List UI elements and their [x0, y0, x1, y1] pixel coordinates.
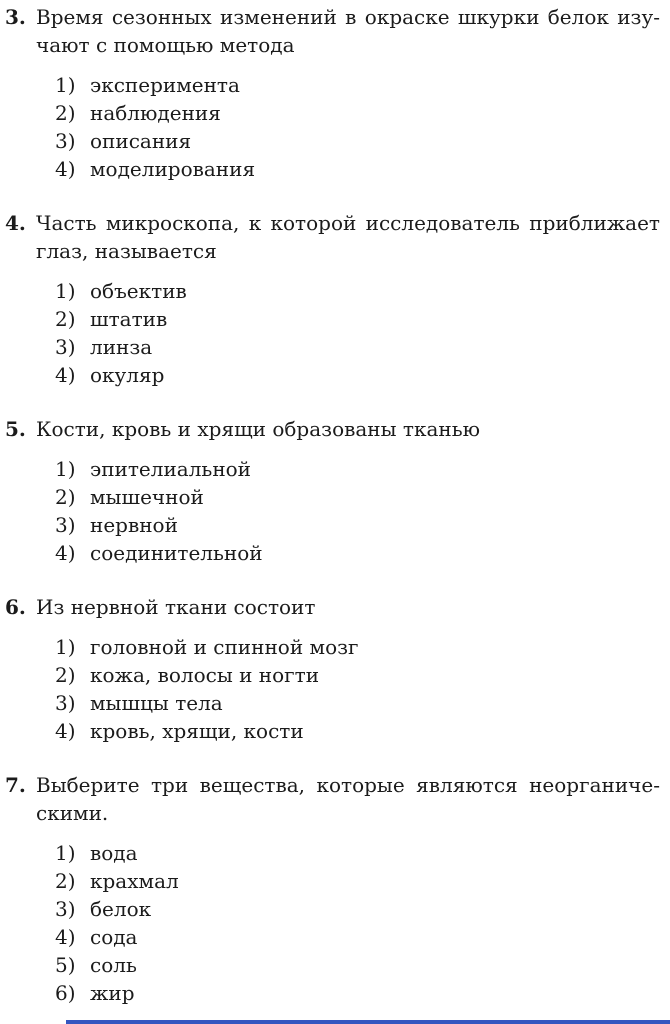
option-number: 4) — [55, 363, 76, 387]
question-number: 6. — [5, 595, 26, 619]
question-6 — [0, 593, 670, 745]
option-number: 2) — [55, 485, 76, 509]
answer-option — [55, 867, 660, 895]
option-number: 5) — [55, 953, 76, 977]
option-number: 1) — [55, 457, 76, 481]
options-list — [55, 277, 660, 389]
answer-option — [55, 895, 660, 923]
option-text: крахмал — [90, 869, 179, 893]
question-text-line: Выберите три вещества, которые являются неорганиче- — [36, 773, 660, 797]
option-text: штатив — [90, 307, 168, 331]
option-number: 1) — [55, 73, 76, 97]
question-body — [36, 771, 660, 1007]
option-number: 3) — [55, 691, 76, 715]
answer-option — [55, 99, 660, 127]
answer-option — [55, 333, 660, 361]
option-text: объектив — [90, 279, 187, 303]
question-number: 7. — [5, 773, 26, 797]
option-text: мышечной — [90, 485, 204, 509]
option-number: 4) — [55, 719, 76, 743]
option-text: белок — [90, 897, 152, 921]
answer-option — [55, 455, 660, 483]
option-number: 1) — [55, 841, 76, 865]
option-text: эксперимента — [90, 73, 240, 97]
answer-option — [55, 979, 660, 1007]
answer-option — [55, 155, 660, 183]
option-number: 1) — [55, 635, 76, 659]
question-3 — [0, 3, 670, 183]
question-body — [36, 415, 660, 567]
option-number: 6) — [55, 981, 76, 1005]
option-number: 3) — [55, 129, 76, 153]
option-number: 2) — [55, 869, 76, 893]
answer-option — [55, 539, 660, 567]
answer-option — [55, 717, 660, 745]
option-number: 4) — [55, 157, 76, 181]
option-text: соль — [90, 953, 137, 977]
option-text: окуляр — [90, 363, 165, 387]
option-number: 3) — [55, 513, 76, 537]
question-body — [36, 3, 660, 183]
option-text: жир — [90, 981, 135, 1005]
answer-option — [55, 633, 660, 661]
option-number: 4) — [55, 925, 76, 949]
options-list — [55, 71, 660, 183]
answer-option — [55, 923, 660, 951]
question-7 — [0, 771, 670, 1007]
option-text: мышцы тела — [90, 691, 223, 715]
answer-option — [55, 689, 660, 717]
question-number: 5. — [5, 417, 26, 441]
option-number: 2) — [55, 307, 76, 331]
answer-option — [55, 661, 660, 689]
option-text: соединительной — [90, 541, 263, 565]
option-text: моделирования — [90, 157, 256, 181]
question-text-line: Время сезонных изменений в окраске шкурки белок изу- — [36, 5, 660, 29]
answer-option — [55, 71, 660, 99]
option-number: 3) — [55, 897, 76, 921]
answer-option — [55, 951, 660, 979]
option-number: 2) — [55, 101, 76, 125]
option-text: кровь, хрящи, кости — [90, 719, 304, 743]
option-text: кожа, волосы и ногти — [90, 663, 320, 687]
answer-option — [55, 361, 660, 389]
answer-option — [55, 483, 660, 511]
option-text: наблюдения — [90, 101, 221, 125]
option-text: нервной — [90, 513, 178, 537]
question-4 — [0, 209, 670, 389]
question-text-line: Из нервной ткани состоит — [36, 595, 316, 619]
question-body — [36, 209, 660, 389]
question-number: 4. — [5, 211, 26, 235]
options-list — [55, 633, 660, 745]
option-text: линза — [90, 335, 153, 359]
option-text: сода — [90, 925, 138, 949]
option-text: головной и спинной мозг — [90, 635, 359, 659]
question-text-line: чают с помощью метода — [36, 33, 295, 57]
option-number: 3) — [55, 335, 76, 359]
question-5 — [0, 415, 670, 567]
question-text-line: глаз, называется — [36, 239, 217, 263]
question-text-line: скими. — [36, 801, 109, 825]
answer-option — [55, 839, 660, 867]
options-list — [55, 839, 660, 1007]
question-text-line: Часть микроскопа, к которой исследователь приближает — [36, 211, 660, 235]
option-text: эпителиальной — [90, 457, 252, 481]
option-number: 1) — [55, 279, 76, 303]
answer-option — [55, 511, 660, 539]
option-number: 2) — [55, 663, 76, 687]
question-number: 3. — [5, 5, 26, 29]
option-text: описания — [90, 129, 192, 153]
option-number: 4) — [55, 541, 76, 565]
question-text-line: Кости, кровь и хрящи образованы тканью — [36, 417, 481, 441]
answer-option — [55, 305, 660, 333]
option-text: вода — [90, 841, 138, 865]
page-edge-artifact — [66, 1020, 670, 1024]
answer-option — [55, 277, 660, 305]
options-list — [55, 455, 660, 567]
answer-option — [55, 127, 660, 155]
question-body — [36, 593, 660, 745]
